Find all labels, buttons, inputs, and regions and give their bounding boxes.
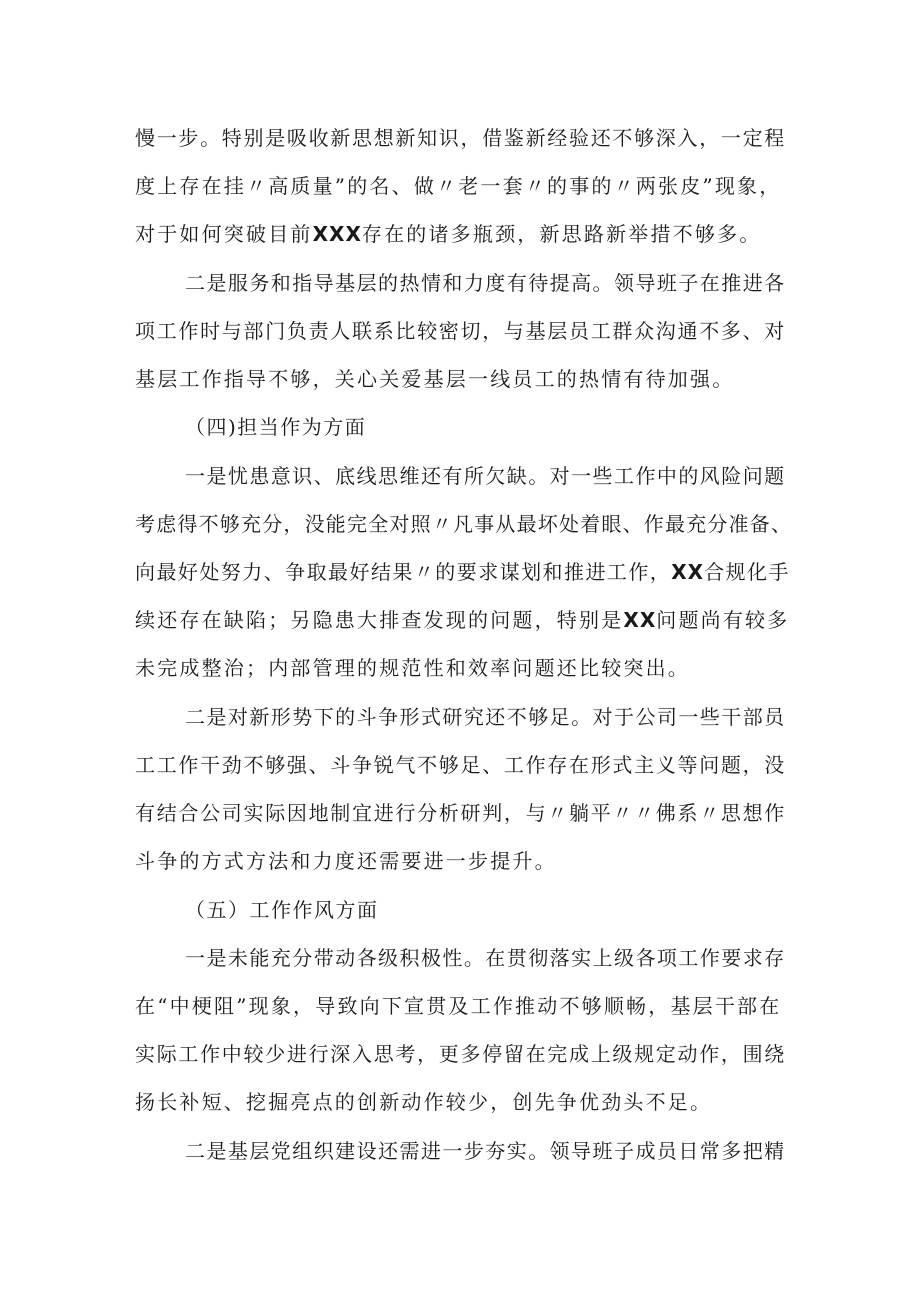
paragraph-first-line: 二是对新形势下的斗争形式研究还不够足。对于公司一些干部员: [185, 705, 786, 729]
text-line: 在“中梗阻”现象，导致向下宣贯及工作推动不够顺畅，基层干部在: [135, 994, 782, 1018]
text-line: 扬长补短、挖掘亮点的创新动作较少，创先争优劲头不足。: [135, 1090, 713, 1114]
text-line: 基层工作指导不够，关心关爱基层一线员工的热情有待加强。: [135, 367, 735, 391]
text-line: 向最好处努力、争取最好结果〃的要求谋划和推进工作，XX合规化手: [135, 560, 790, 584]
paragraph-first-line: 二是服务和指导基层的热情和力度有待提高。领导班子在推进各: [185, 271, 786, 295]
text-line: 未完成整治；内部管理的规范性和效率问题还比较突出。: [135, 656, 690, 680]
paragraph-first-line: 一是忧患意识、底线思维还有所欠缺。对一些工作中的风险问题: [185, 464, 786, 488]
paragraph-first-line: 一是未能充分带动各级积极性。在贯彻落实上级各项工作要求存: [185, 946, 786, 970]
text-line: 工工作干劲不够强、斗争锐气不够足、工作存在形式主义等问题，没: [135, 753, 786, 777]
text-line: 度上存在挂〃高质量”的名、做〃老一套〃的事的〃两张皮”现象，: [135, 174, 782, 198]
text-line: 实际工作中较少进行深入思考，更多停留在完成上级规定动作，围绕: [135, 1042, 786, 1066]
text-line: 对于如何突破目前XXX存在的诸多瓶颈，新思路新举措不够多。: [135, 222, 762, 246]
section-heading-5: （五）工作作风方面: [185, 898, 379, 922]
placeholder-bold: XX: [671, 560, 705, 584]
text-line: 项工作时与部门负责人联系比较密切，与基层员工群众沟通不多、对: [135, 319, 786, 343]
paragraph-first-line: 二是基层党组织建设还需进一步夯实。领导班子成员日常多把精: [185, 1139, 786, 1163]
text-line: 有结合公司实际因地制宜进行分析研判，与〃躺平〃〃佛系〃思想作: [135, 801, 786, 825]
section-heading-4: （四)担当作为方面: [185, 415, 367, 439]
text-line: 慢一步。特别是吸收新思想新知识，借鉴新经验还不够深入，一定程: [135, 126, 786, 150]
text-line: 考虑得不够充分，没能完全对照〃凡事从最坏处着眼、作最充分准备、: [135, 512, 793, 536]
text-line: 续还存在缺陷；另隐患大排查发现的问题，特别是XX问题尚有较多: [135, 608, 790, 632]
text-line: 斗争的方式方法和力度还需要进一步提升。: [135, 849, 557, 873]
placeholder-bold: XX: [623, 608, 657, 632]
placeholder-bold: XXX: [312, 222, 362, 246]
